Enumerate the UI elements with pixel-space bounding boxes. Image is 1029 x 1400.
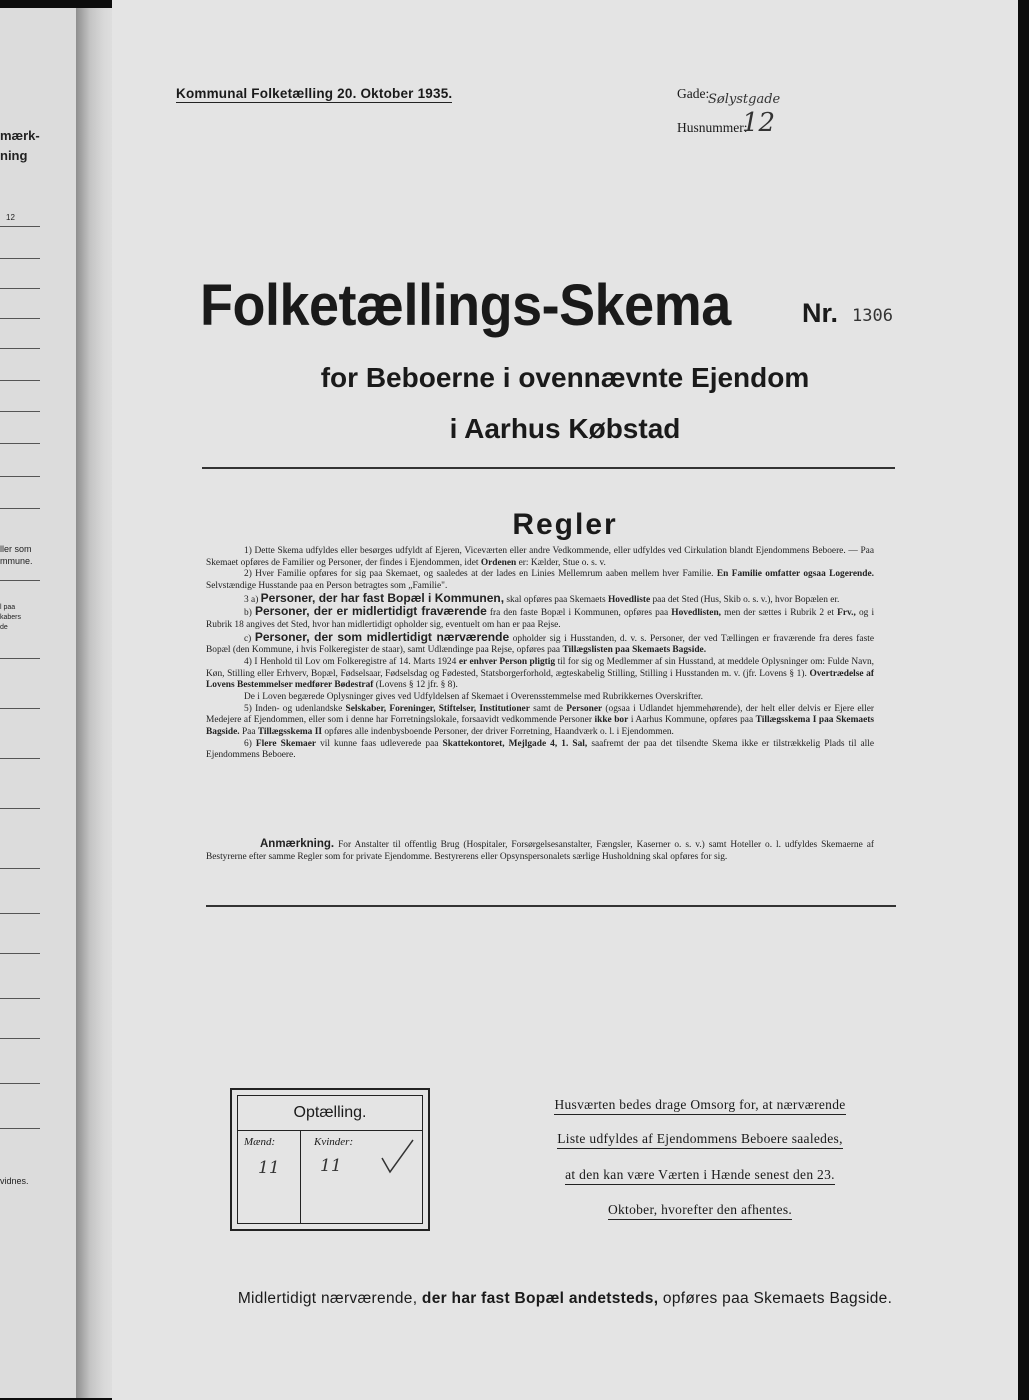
rule-3a: 3 a) Personer, der har fast Bopæl i Kommunen, skal opføres paa Skemaets Hovedliste paa det Sted (Hus, Skib o. s. v.), hvor Bopælen er. <box>244 590 840 605</box>
form-number-value: 1306 <box>852 306 893 326</box>
landlord-notice-line: Oktober, hvorefter den afhentes. <box>530 1202 870 1218</box>
street-label: Gade: <box>677 86 710 101</box>
left-fragment: kabers <box>0 614 22 621</box>
rule-4: 4) I Henhold til Lov om Folkeregistre af 14. Marts 1924 er enhver Person pligtig til for sig og Medlemmer af sin Husstand, at meddele Oplysninger om: Fulde Navn, Køn, Stilling eller Erhverv, Bopæl, Fødselsaar, Fødselsdag og Fødested, Statsborgerforhold, ægteskabelig Stilling, Stilling i Husstanden m. v. (jfr. Lovens § 1). Overtrædelse af Lovens Bestemmelser medfører Bødestraf (Lovens § 12 jfr. § 8). <box>206 656 875 691</box>
census-form-page <box>112 0 1018 1400</box>
left-fragment: mmune. <box>0 556 33 566</box>
form-number-label: Nr. <box>802 298 839 328</box>
rules-heading: Regler <box>512 508 618 541</box>
left-fragment: 12 <box>6 213 15 222</box>
house-number-label: Husnummer: <box>677 120 748 135</box>
rules-text <box>206 546 874 762</box>
rule-2: 2) Hver Familie opføres for sig paa Skemaet, og saaledes at der lades en Linies Mellemrum aaben mellem hver Familie. En Familie omfatter ogsaa Logerende. Selvstændige Husstande paa en Person betragtes som „Familie". <box>206 569 874 591</box>
form-subtitle-city: i Aarhus Købstad <box>449 413 681 444</box>
rule-3b: b) Personer, der er midlertidigt fraværende fra den faste Bopæl i Kommunen, opføres paa Hovedlisten, men der sættes i Rubrik 2 et Frv., og i Rubrik 18 angives det Sted, hvor han midlertidigt opholder sig, eventuelt om han er paa Rejse. <box>206 604 875 630</box>
footer-note: Midlertidigt nærværende, der har fast Bopæl andetsteds, opføres paa Skemaets Bagside. <box>237 1290 893 1307</box>
landlord-notice-line: Husværten bedes drage Omsorg for, at nærværende <box>530 1097 870 1113</box>
census-header: Kommunal Folketælling 20. Oktober 1935. <box>176 86 453 101</box>
rule-3c: c) Personer, der som midlertidigt nærværende opholder sig i Husstanden, d. v. s. Personer, der ved Tællingen er fraværende fra deres faste Bopæl (den Kommune, i hvis Folkeregister de staar), samt Udlændinge paa Rejse, opføres paa Tillægslisten paa Skemaets Bagside. <box>206 629 874 656</box>
remark-text: For Anstalter til offentlig Brug (Hospitaler, Forsørgelsesanstalter, Fængsler, Kaserner o. s. v.) samt Hoteller o. l. udfyldes Skemaerne af Bestyrerne efter samme Regler som for private Ejendomme. Bestyrerens eller Opsynspersonalets særlige Husholdning skal opføres for sig. <box>206 840 875 862</box>
landlord-notice-line: at den kan være Værten i Hænde senest den 23. <box>530 1167 870 1183</box>
women-label: Kvinder: <box>314 1136 354 1148</box>
form-subtitle: for Beboerne i ovennævnte Ejendom <box>320 362 810 393</box>
house-number-value: 12 <box>742 108 776 138</box>
landlord-notice-line: Liste udfyldes af Ejendommens Beboere saaledes, <box>530 1131 870 1147</box>
binding-gutter <box>76 8 116 1398</box>
street-value: Sølystgade <box>708 92 781 107</box>
women-count: 11 <box>320 1156 342 1176</box>
remark-label: Anmærkning. <box>260 838 335 850</box>
left-fragment: vidnes. <box>0 1176 29 1186</box>
rule-1: 1) Dette Skema udfyldes eller besørges udfyldt af Ejeren, Viceværten eller andre Vedkommende, eller udfyldes ved Cirkulation blandt Ejendommens Beboere. — Paa Skemaet opføres de Familier og Personer, der findes i Ejendommen, idet Ordenen er: Kælder, Stue o. s. v. <box>206 546 874 568</box>
left-fragment: de <box>0 624 8 631</box>
count-title: Optælling. <box>293 1104 367 1121</box>
divider <box>202 467 895 469</box>
left-fragment: ning <box>0 148 28 163</box>
men-label: Mænd: <box>244 1136 276 1148</box>
rule-5: 5) Inden- og udenlandske Selskaber, Foreninger, Stiftelser, Institutioner samt de Personer (ogsaa i Udlandet hjemmehørende), der helt eller delvis er Ejere eller Medejere af Ejendommen, eller som i denne har Forretningslokale, forsaavidt vedkommende Personer ikke bor i Aarhus Kommune, opføres paa Tillægsskema I paa Skemaets Bagside. Paa Tillægsskema II opføres alle indenbysboende Personer, der driver Forretning, Haandværk o. l. i Ejendommen. <box>206 703 875 737</box>
left-fragment: mærk- <box>0 128 40 143</box>
rule-4b: De i Loven begærede Oplysninger gives ved Udfyldelsen af Skemaet i Overensstemmelse med Rubrikkernes Overskrifter. <box>244 691 703 702</box>
men-count: 11 <box>258 1158 280 1178</box>
left-fragment: l paa <box>0 604 16 611</box>
divider <box>206 905 896 907</box>
remark-paragraph <box>206 838 874 863</box>
check-mark-icon <box>380 1138 416 1183</box>
rule-6: 6) Flere Skemaer vil kunne faas udleverede paa Skattekontoret, Mejlgade 4, 1. Sal, saafremt der paa det tilsendte Skema ikke er tilstrækkelig Plads til alle Ejendommens Beboere. <box>206 738 875 761</box>
left-fragment: ller som <box>0 544 32 554</box>
form-title: Folketællings-Skema <box>200 273 731 338</box>
